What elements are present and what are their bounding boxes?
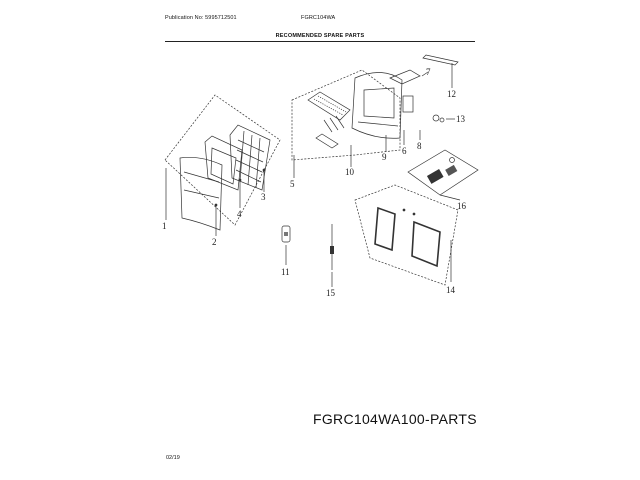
back-panel-group <box>355 185 458 285</box>
callout-15: 15 <box>326 288 335 298</box>
page-title: RECOMMENDED SPARE PARTS <box>275 33 365 39</box>
callout-14: 14 <box>446 285 455 295</box>
callout-13: 13 <box>456 114 465 124</box>
callout-11: 11 <box>281 267 290 277</box>
callout-6: 6 <box>402 146 407 156</box>
document-code: FGRC104WA100-PARTS <box>313 411 477 427</box>
remote-control-part <box>282 226 290 265</box>
rear-group-outline <box>292 70 400 160</box>
control-panel-part <box>408 150 478 200</box>
callout-2: 2 <box>212 237 217 247</box>
revision-date: 02/19 <box>166 455 180 461</box>
front-frame-part <box>205 136 242 190</box>
callout-9: 9 <box>382 152 387 162</box>
back-group-outline <box>355 185 458 285</box>
rear-housing-group <box>292 70 428 178</box>
model-number: FGRC104WA <box>301 15 336 21</box>
callout-16: 16 <box>457 201 466 211</box>
callout-12: 12 <box>447 89 456 99</box>
publication-number: Publication No: 5995712501 <box>165 15 237 21</box>
callout-8: 8 <box>417 141 422 151</box>
callout-4: 4 <box>237 209 242 219</box>
callout-10: 10 <box>345 167 354 177</box>
callout-labels <box>162 67 467 298</box>
switch-part <box>403 96 413 112</box>
callout-3: 3 <box>261 192 266 202</box>
bracket-part <box>433 115 455 122</box>
front-panel-group <box>165 95 280 236</box>
callout-1: 1 <box>162 221 167 231</box>
callout-5: 5 <box>290 179 295 189</box>
louver-assembly-part <box>308 92 350 148</box>
control-knob-part <box>390 70 420 84</box>
callout-7: 7 <box>426 67 431 77</box>
rear-housing-part <box>352 72 402 138</box>
power-cord-part <box>330 224 334 287</box>
front-group-outline <box>165 95 280 225</box>
